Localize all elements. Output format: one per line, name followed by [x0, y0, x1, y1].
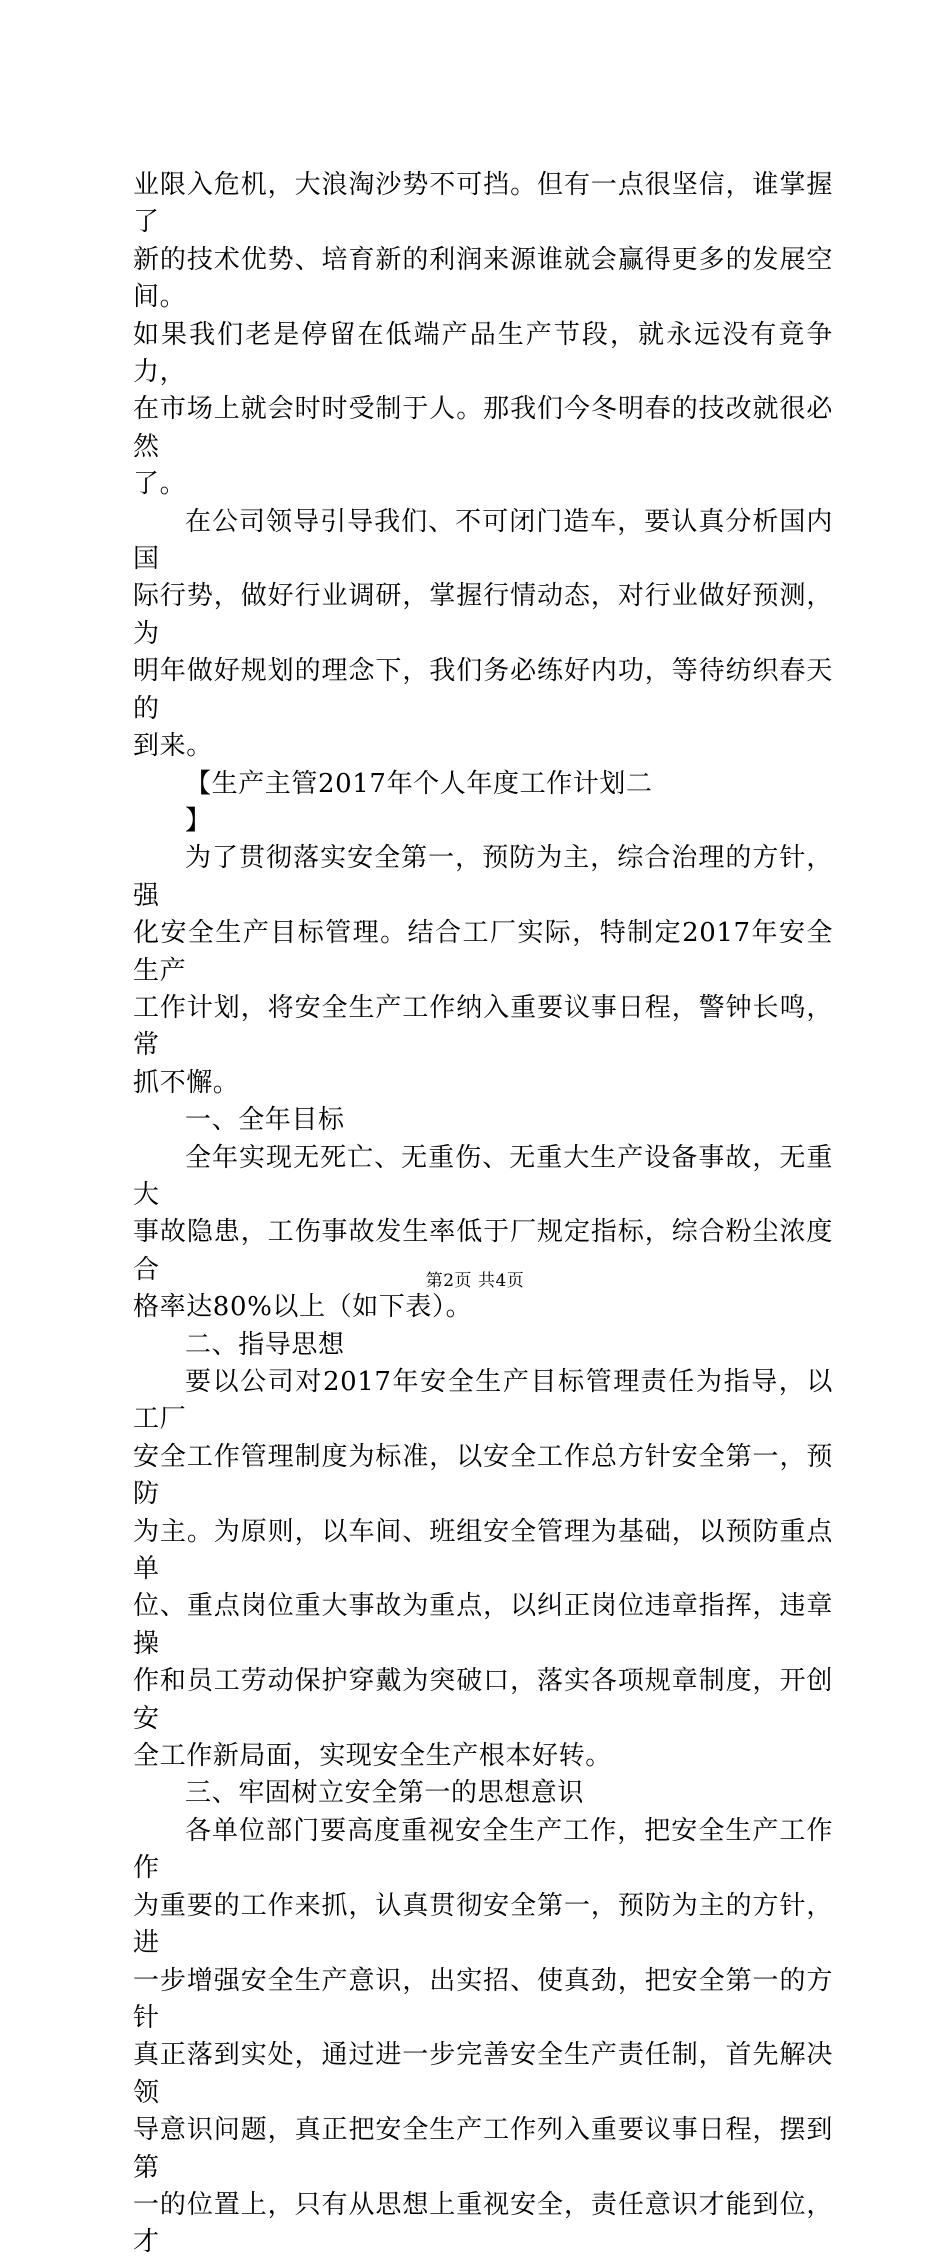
text-line: 事故隐患，工伤事故发生率低于厂规定指标，综合粉尘浓度合	[133, 1217, 833, 1285]
paragraph	[133, 167, 833, 504]
document-body	[133, 167, 833, 2262]
text-line: 二、指导思想	[185, 1329, 345, 1360]
text-line: 业限入危机，大浪淘沙势不可挡。但有一点很坚信，谁掌握了	[133, 170, 833, 238]
text-line: 际行势，做好行业调研，掌握行情动态，对行业做好预测，为	[133, 581, 833, 649]
text-line: 全工作新局面，实现安全生产根本好转。	[133, 1741, 612, 1772]
text-line: 【生产主管2017年个人年度工作计划二	[185, 768, 653, 799]
text-line: 在市场上就会时时受制于人。那我们今冬明春的技改就很必然	[133, 394, 833, 462]
text-line: 明年做好规划的理念下，我们务必练好内功，等待纺织春天的	[133, 656, 833, 724]
text-line: 在公司领导引导我们、不可闭门造车，要认真分析国内国	[133, 506, 833, 575]
section-heading	[133, 1102, 833, 1139]
text-line: 为了贯彻落实安全第一，预防为主，综合治理的方针，强	[133, 843, 833, 911]
text-line: 一的位置上，只有从思想上重视安全，责任意识才能到位，才	[133, 2189, 833, 2258]
text-line: 为重要的工作来抓，认真贯彻安全第一，预防为主的方针，进	[133, 1890, 833, 1959]
text-line: 抓不懈。	[133, 1067, 240, 1098]
text-line: 工作计划，将安全生产工作纳入重要议事日程，警钟长鸣，常	[133, 992, 833, 1061]
text-line: 一、全年目标	[185, 1105, 345, 1136]
text-line: 各单位部门要高度重视安全生产工作，把安全生产工作作	[133, 1815, 833, 1884]
paragraph	[133, 504, 833, 766]
text-line: 导意识问题，真正把安全生产工作列入重要议事日程，摆到第	[133, 2115, 833, 2183]
paragraph	[133, 840, 833, 1102]
page-number-footer: 第2页 共4页	[425, 1271, 525, 1291]
text-line: 全年实现无死亡、无重伤、无重大生产设备事故，无重大	[133, 1142, 833, 1210]
text-line: 作和员工劳动保护穿戴为突破口，落实各项规章制度，开创安	[133, 1666, 833, 1734]
text-line: 格率达80%以上（如下表）。	[133, 1292, 473, 1323]
text-line: 位、重点岗位重大事故为重点，以纠正岗位违章指挥，违章操	[133, 1591, 833, 1659]
section-heading	[133, 1775, 833, 1812]
text-line: 真正落到实处，通过进一步完善安全生产责任制，首先解决领	[133, 2040, 833, 2108]
section-heading	[133, 1327, 833, 1364]
text-line: 要以公司对2017年安全生产目标管理责任为指导，以工厂	[133, 1367, 833, 1435]
text-line: 到来。	[133, 731, 213, 762]
text-line: 了。	[133, 469, 187, 500]
text-line: 】	[185, 805, 212, 836]
paragraph	[133, 1140, 833, 1327]
text-line: 为主。为原则，以车间、班组安全管理为基础，以预防重点单	[133, 1516, 833, 1585]
text-line: 安全工作管理制度为标准，以安全工作总方针安全第一，预防	[133, 1441, 833, 1510]
text-line: 一步增强安全生产意识，出实招、使真劲，把安全第一的方针	[133, 1965, 833, 2033]
text-line: 新的技术优势、培育新的利润来源谁就会赢得更多的发展空间。	[133, 244, 833, 313]
paragraph	[133, 1813, 833, 2262]
text-line: 三、牢固树立安全第一的思想意识	[185, 1778, 585, 1809]
section-heading	[133, 766, 833, 841]
paragraph	[133, 1364, 833, 1775]
text-line: 化安全生产目标管理。结合工厂实际，特制定2017年安全生产	[133, 918, 833, 986]
text-line: 如果我们老是停留在低端产品生产节段，就永远没有竟争力，	[133, 319, 833, 388]
